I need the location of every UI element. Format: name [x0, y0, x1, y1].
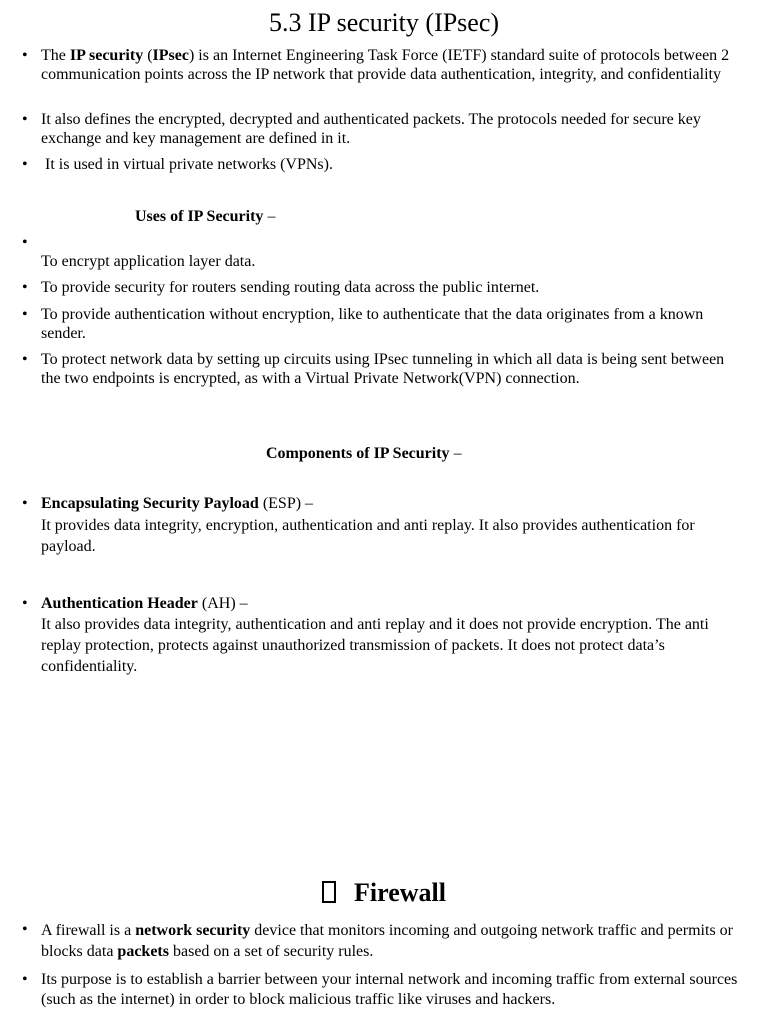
bullet-icon: •: [22, 971, 28, 988]
bullet-icon: •: [22, 595, 28, 612]
firewall-item-1: A firewall is a network security device that monitors incoming and outgoing network traffic and permits or blocks data packets based on a set of security rules.: [41, 922, 733, 960]
bullet-icon: •: [22, 111, 28, 128]
components-heading: Components of IP Security –: [266, 445, 462, 462]
uses-heading: Uses of IP Security –: [135, 208, 276, 225]
bullet-icon: •: [22, 234, 28, 251]
page-title: 5.3 IP security (IPsec): [268, 8, 500, 37]
uses-item-3: To provide authentication without encryption, like to authenticate that the data originates from a known sender.: [41, 306, 704, 342]
bullet-icon: •: [22, 47, 28, 64]
bullet-icon: •: [22, 921, 28, 938]
bullet-icon: •: [22, 351, 28, 368]
bullet-icon: •: [22, 495, 28, 512]
uses-item-2: To provide security for routers sending routing data across the public internet.: [41, 279, 540, 296]
intro-item-2: It also defines the encrypted, decrypted and authenticated packets. The protocols needed for secure key exchange and key management are defined in it.: [41, 111, 701, 147]
uses-item-4: To protect network data by setting up circuits using IPsec tunneling in which all data is being sent between the two endpoints is encrypted, as with a Virtual Private Network(VPN) connection.: [41, 351, 725, 387]
uses-item-1: To encrypt application layer data.: [41, 253, 256, 270]
bullet-icon: •: [22, 306, 28, 323]
component-ah-desc: It also provides data integrity, authentication and anti replay and it does not provide encryption. The anti replay protection, protects against unauthorized transmission of packets. It does not protect data’s confidentiality.: [41, 616, 709, 675]
intro-item-1: The IP security (IPsec) is an Internet Engineering Task Force (IETF) standard suite of protocols between 2 communication points across the IP network that provide data authentication, integrity, and confidentiality: [41, 47, 730, 83]
firewall-item-2: Its purpose is to establish a barrier between your internal network and incoming traffic from external sources (such as the internet) in order to block malicious traffic like viruses and hackers.: [41, 971, 738, 1008]
component-esp-title: Encapsulating Security Payload (ESP) –: [41, 495, 314, 512]
intro-item-3: It is used in virtual private networks (VPNs).: [41, 156, 333, 173]
missing-glyph-icon: [322, 881, 336, 903]
component-ah-title: Authentication Header (AH) –: [41, 595, 248, 612]
bullet-icon: •: [22, 279, 28, 296]
bullet-icon: •: [22, 156, 28, 173]
component-esp-desc: It provides data integrity, encryption, authentication and anti replay. It also provides authentication for payload.: [41, 517, 695, 555]
firewall-title: Firewall: [0, 876, 768, 910]
